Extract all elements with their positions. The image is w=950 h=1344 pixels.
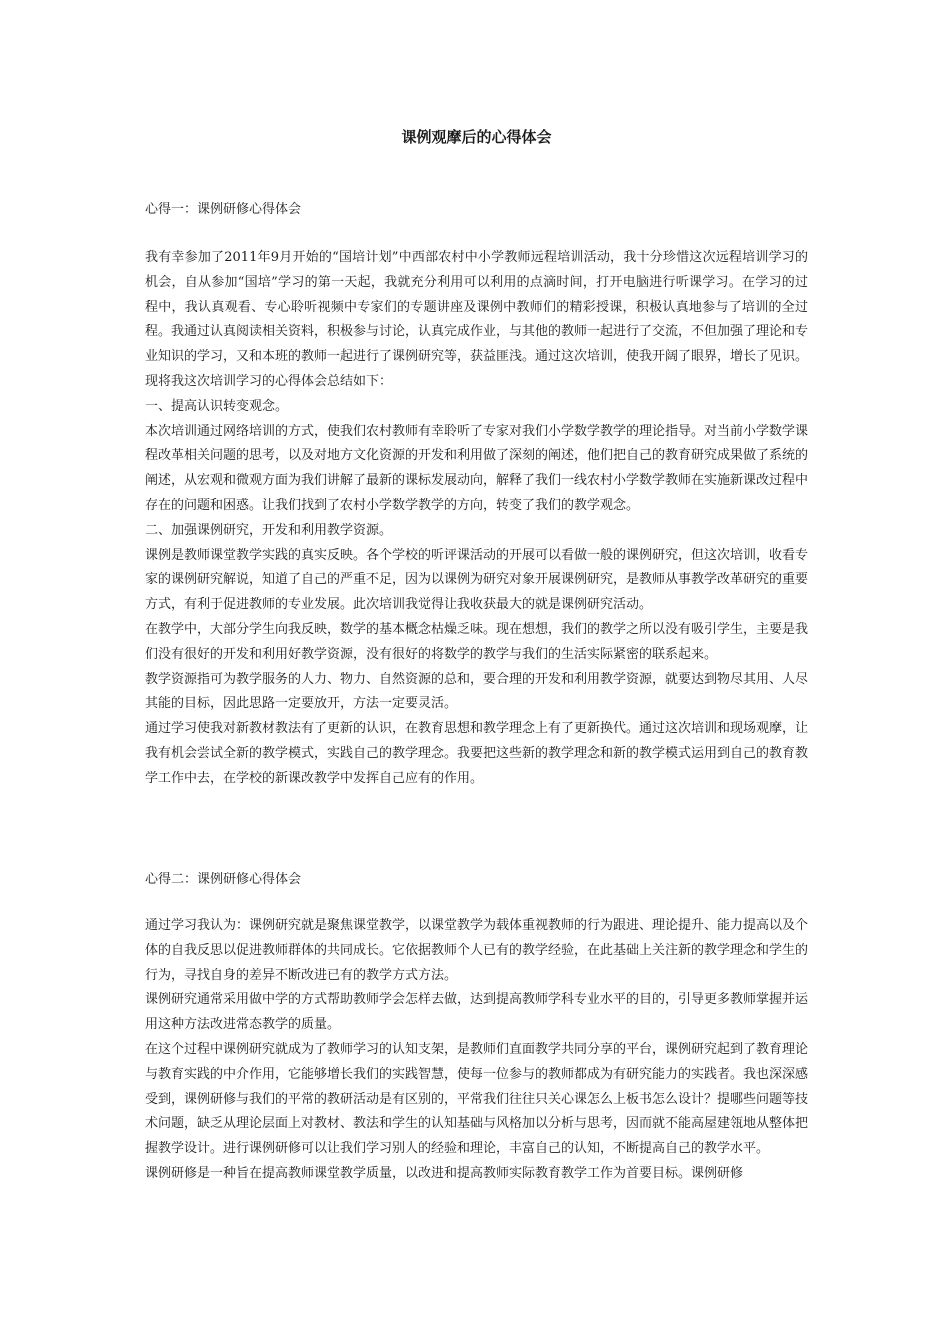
- paragraph: 课例研修是一种旨在提高教师课堂教学质量，以改进和提高教师实际教育教学工作为首要目标。课例研修: [145, 1165, 744, 1181]
- paragraph: 本次培训通过网络培训的方式，使我们农村教师有幸聆听了专家对我们小学数学教学的理论指导。对当前小学数学课程改革相关问题的思考，以及对地方文化资源的开发和利用做了深刻的阐述，他们把自己的教育研究成果做了系统的阐述，从宏观和微观方面为我们讲解了最新的课标发展动向，解释了我们一线农村小学数学教师在实施新课改过程中存在的问题和困惑。让我们找到了农村小学数学教学的方向，转变了我们的教学观念。: [145, 423, 809, 513]
- paragraph: 课例是教师课堂教学实践的真实反映。各个学校的听评课活动的开展可以看做一般的课例研究，但这次培训，收看专家的课例研究解说，知道了自己的严重不足，因为以课例为研究对象开展课例研究，是教师从事教学改革研究的重要方式，有利于促进教师的专业发展。此次培训我觉得让我收获最大的就是课例研究活动。: [145, 547, 809, 613]
- section-1-body: [145, 246, 808, 792]
- paragraph: 在教学中，大部分学生向我反映，数学的基本概念枯燥乏味。现在想想，我们的教学之所以没有吸引学生，主要是我们没有很好的开发和利用好教学资源，没有很好的将数学的教学与我们的生活实际紧密的联系起来。: [145, 621, 809, 662]
- paragraph: 通过学习使我对新教材教法有了更新的认识，在教育思想和教学理念上有了更新换代。通过这次培训和现场观摩，让我有机会尝试全新的教学模式，实践自己的教学理念。我要把这些新的教学理念和新的教学模式运用到自己的教育教学工作中去，在学校的新课改教学中发挥自己应有的作用。: [145, 721, 809, 786]
- section-2-body: [145, 914, 808, 1187]
- document-title: 课例观摩后的心得体会: [401, 128, 552, 146]
- paragraph: 教学资源指可为教学服务的人力、物力、自然资源的总和，要合理的开发和利用教学资源，就要达到物尽其用、人尽其能的目标，因此思路一定要放开，方法一定要灵活。: [145, 671, 809, 712]
- paragraph: 一、提高认识转变观念。: [145, 398, 289, 414]
- paragraph: 在这个过程中课例研究就成为了教师学习的认知支架，是教师们直面教学共同分享的平台，课例研究起到了教育理论与教育实践的中介作用，它能够增长我们的实践智慧，使每一位参与的教师都成为有研究能力的实践者。我也深深感受到，课例研修与我们的平常的教研活动是有区别的，平常我们往往只关心课怎么上板书怎么设计？提哪些问题等技术问题，缺乏从理论层面上对教材、教法和学生的认知基础与风格加以分析与思考，因而就不能高屋建瓴地从整体把握教学设计。进行课例研修可以让我们学习别人的经验和理论，丰富自己的认知，不断提高自己的教学水平。: [145, 1041, 809, 1157]
- paragraph: 二、加强课例研究，开发和利用教学资源。: [145, 522, 393, 538]
- section-heading-2: 心得二：课例研修心得体会: [145, 872, 302, 887]
- section-heading-1: 心得一：课例研修心得体会: [145, 202, 302, 217]
- paragraph: 课例研究通常采用做中学的方式帮助教师学会怎样去做，达到提高教师学科专业水平的目的，引导更多教师掌握并运用这种方法改进常态教学的质量。: [145, 992, 809, 1033]
- paragraph: 我有幸参加了2011年9月开始的“国培计划”中西部农村中小学教师远程培训活动，我十分珍惜这次远程培训学习的机会，自从参加“国培”学习的第一天起，我就充分利用可以利用的点滴时间，打开电脑进行听课学习。在学习的过程中，我认真观看、专心聆听视频中专家们的专题讲座及课例中教师们的精彩授课，积极认真地参与了培训的全过程。我通过认真阅读相关资料，积极参与讨论，认真完成作业，与其他的教师一起进行了交流，不但加强了理论和专业知识的学习，又和本班的教师一起进行了课例研究等，获益匪浅。通过这次培训，使我开阔了眼界，增长了见识。现将我这次培训学习的心得体会总结如下：: [145, 250, 809, 389]
- paragraph: 通过学习我认为：课例研究就是聚焦课堂教学，以课堂教学为载体重视教师的行为跟进、理论提升、能力提高以及个体的自我反思以促进教师群体的共同成长。它依据教师个人已有的教学经验，在此基础上关注新的教学理念和学生的行为，寻找自身的差异不断改进已有的教学方式方法。: [145, 918, 809, 983]
